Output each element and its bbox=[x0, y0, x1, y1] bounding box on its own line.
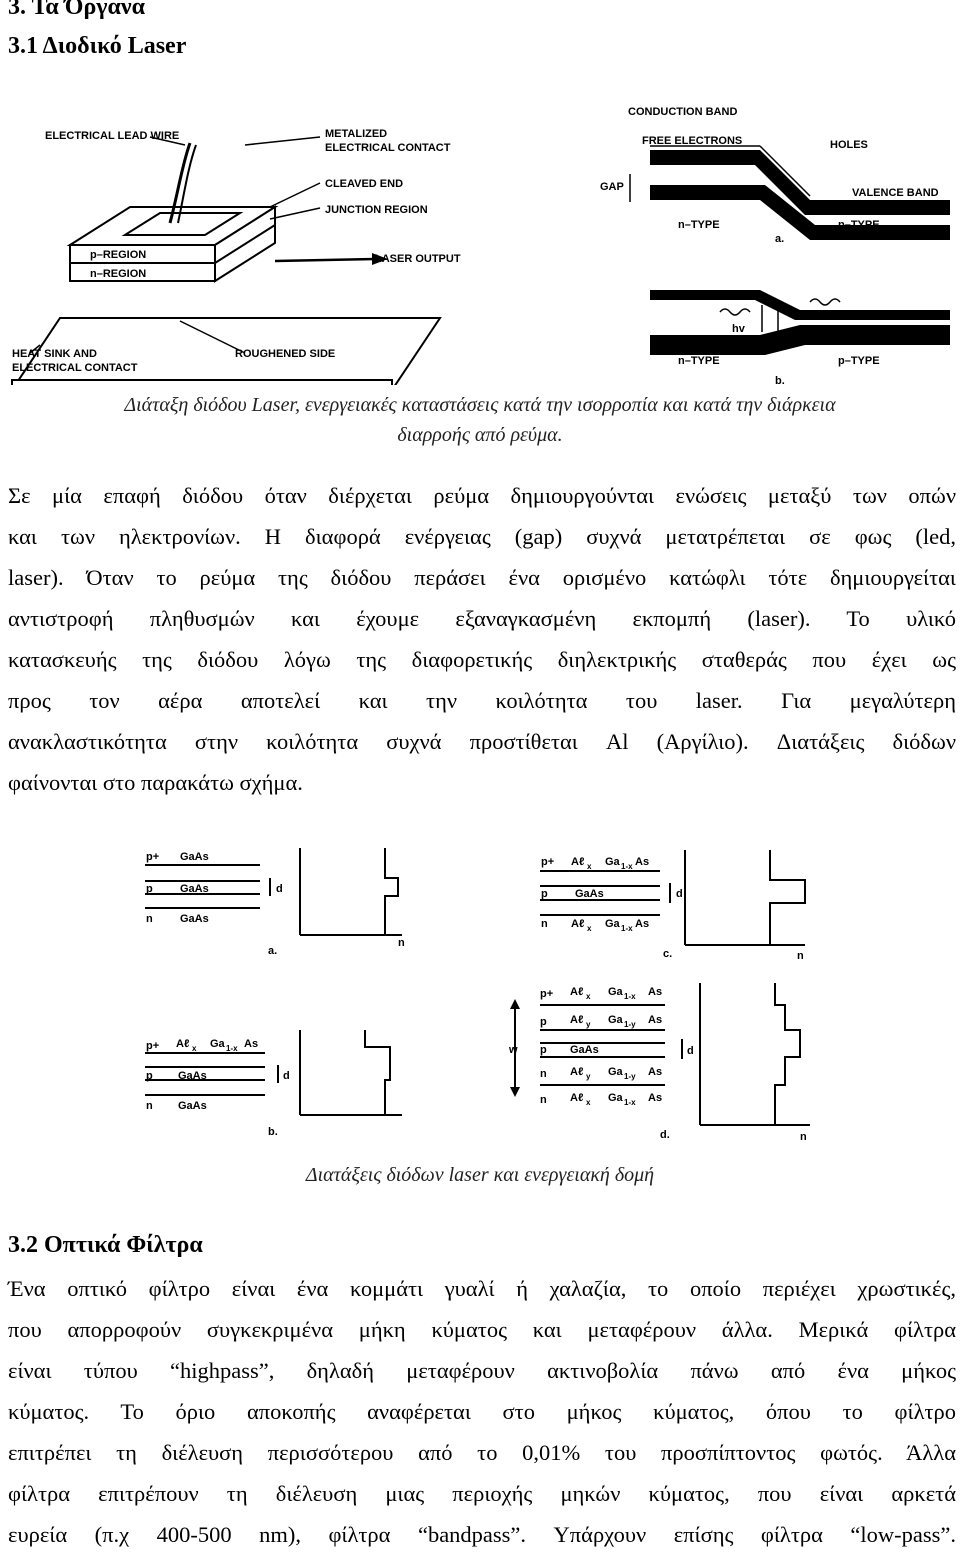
layer-sub2: 1-x bbox=[624, 1098, 636, 1107]
subsection-heading: 3.1 Διοδικό Laser bbox=[8, 33, 187, 59]
figure2-caption: Διατάξεις διόδων laser και ενεργειακή δομή bbox=[305, 1164, 655, 1186]
layer-type: p+ bbox=[541, 856, 555, 868]
layer-material: GaAs bbox=[575, 888, 604, 900]
diode-panel-d bbox=[500, 975, 820, 1145]
panel-mark: c. bbox=[663, 948, 673, 960]
layer-sub2: 1-x bbox=[624, 992, 636, 1001]
label-gap: GAP bbox=[600, 181, 624, 193]
layer-type: p+ bbox=[146, 851, 160, 863]
band-energy-diagram bbox=[600, 100, 956, 390]
label-electrical-contact: ELECTRICAL CONTACT bbox=[325, 142, 451, 154]
d-label: d bbox=[283, 1070, 290, 1082]
diode-panel-c bbox=[535, 845, 815, 965]
layer-sub1: x bbox=[586, 1098, 591, 1107]
layer-type: p bbox=[146, 883, 153, 895]
layer-type: p bbox=[540, 1016, 547, 1028]
layer-material: Aℓ bbox=[570, 986, 584, 998]
layer-material: GaAs bbox=[570, 1044, 599, 1056]
paragraph-line: Ένα οπτικό φίλτρο είναι ένα κομμάτι γυαλί ή χαλαζία, το οποίο περιέχει χρωστικές, bbox=[8, 1276, 956, 1301]
layer-type: p bbox=[540, 1044, 547, 1056]
layer-material3: As bbox=[635, 856, 650, 868]
section2-heading: 3.2 Οπτικά Φίλτρα bbox=[8, 1232, 203, 1258]
layer-sub1: x bbox=[587, 862, 592, 871]
label-junction-region: JUNCTION REGION bbox=[325, 204, 428, 216]
layer-material: Aℓ bbox=[570, 1092, 584, 1104]
layer-material: Aℓ bbox=[570, 1066, 584, 1078]
layer-material3: As bbox=[635, 918, 650, 930]
layer-material: GaAs bbox=[178, 1070, 207, 1082]
label-cleaved-end: CLEAVED END bbox=[325, 178, 404, 190]
w-label: w bbox=[509, 1044, 518, 1056]
paragraph-line: και των ηλεκτρονίων. Η διαφορά ενέργειας (gap) συχνά μετατρέπεται σε φως (led, bbox=[8, 524, 956, 549]
layer-material3: As bbox=[648, 1014, 663, 1026]
layer-type: n bbox=[541, 918, 548, 930]
paragraph-1 bbox=[8, 475, 956, 803]
layer-sub1: x bbox=[587, 924, 592, 933]
label-free-electrons: FREE ELECTRONS bbox=[642, 135, 743, 147]
layer-material: GaAs bbox=[180, 883, 209, 895]
d-label: d bbox=[676, 888, 683, 900]
layer-material2: Ga bbox=[605, 918, 620, 930]
layer-type: p bbox=[146, 1070, 153, 1082]
layer-type: n bbox=[146, 1100, 153, 1112]
paragraph-line: προς τον αέρα αποτελεί και την κοιλότητα του laser. Για μεγαλύτερη bbox=[8, 688, 956, 713]
laser-diode-structure-diagram bbox=[0, 95, 480, 385]
layer-sub2: 1-x bbox=[226, 1044, 238, 1053]
label-heat-sink-contact: ELECTRICAL CONTACT bbox=[12, 362, 138, 374]
layer-material2: Ga bbox=[608, 986, 623, 998]
diode-panel-a bbox=[140, 840, 420, 960]
paragraph-line: αντιστροφή πληθυσμών και έχουμε εξαναγκασμένη εκπομπή (laser). Το υλικό bbox=[8, 606, 956, 631]
paragraph-line: που απορροφούν συγκεκριμένα μήκη κύματος και μεταφέρουν άλλα. Μερικά φίλτρα bbox=[8, 1317, 956, 1342]
layer-material: GaAs bbox=[180, 851, 209, 863]
paragraph-line: είναι τύπου “highpass”, δηλαδή μεταφέρουν ακτινοβολία πάνω από ένα μήκος bbox=[8, 1358, 956, 1383]
label-valence-band: VALENCE BAND bbox=[852, 187, 939, 199]
label-n-type-b: n–TYPE bbox=[678, 355, 720, 367]
layer-sub2: 1-y bbox=[624, 1072, 636, 1081]
layer-sub1: y bbox=[586, 1072, 591, 1081]
paragraph-line: επιτρέπει τη διέλευση περισσότερου από το 0,01% του προσπίπτοντος φωτός. Άλλα bbox=[8, 1440, 956, 1465]
layer-material2: Ga bbox=[608, 1066, 623, 1078]
label-n-type-a: n–TYPE bbox=[678, 219, 720, 231]
label-hv-left: hv bbox=[732, 323, 745, 335]
label-p-type-a: p–TYPE bbox=[838, 219, 880, 231]
layer-material3: As bbox=[648, 1066, 663, 1078]
figure1-caption-line1: Διάταξη διόδου Laser, ενεργειακές καταστάσεις κατά την ισορροπία και κατά την διάρκεια bbox=[124, 394, 836, 416]
panel-mark: b. bbox=[268, 1126, 278, 1138]
paragraph-line: φαίνονται στο παρακάτω σχήμα. bbox=[8, 770, 303, 795]
layer-material2: Ga bbox=[608, 1092, 623, 1104]
label-mark-b: b. bbox=[775, 375, 785, 387]
layer-type: n bbox=[146, 913, 153, 925]
paragraph-line: laser). Όταν το ρεύμα της διόδου περάσει ένα ορισμένο κατώφλι τότε δημιουργείται bbox=[8, 565, 956, 590]
layer-material3: As bbox=[244, 1038, 259, 1050]
layer-sub1: y bbox=[586, 1020, 591, 1029]
paragraph-line: κατασκευής της διόδου λόγω της διαφορετικής διηλεκτρικής σταθεράς που έχει ως bbox=[8, 647, 956, 672]
layer-type: p bbox=[541, 888, 548, 900]
label-p-region: p–REGION bbox=[90, 249, 147, 261]
layer-type: n bbox=[540, 1094, 547, 1106]
layer-material: Aℓ bbox=[571, 918, 585, 930]
layer-material: Aℓ bbox=[571, 856, 585, 868]
layer-material: GaAs bbox=[180, 913, 209, 925]
paragraph-2 bbox=[8, 1268, 956, 1555]
layer-material2: Ga bbox=[608, 1014, 623, 1026]
label-lead-wire: ELECTRICAL LEAD WIRE bbox=[45, 130, 180, 142]
label-p-type-b: p–TYPE bbox=[838, 355, 880, 367]
panel-mark: a. bbox=[268, 945, 278, 957]
layer-sub1: x bbox=[192, 1044, 197, 1053]
diode-panel-b bbox=[140, 1025, 420, 1140]
label-holes-b: HOLES bbox=[862, 325, 900, 337]
layer-material: Aℓ bbox=[570, 1014, 584, 1026]
section-heading: 3. Τα Όργανα bbox=[8, 0, 146, 20]
layer-material3: As bbox=[648, 1092, 663, 1104]
paragraph-line: κύματος. Το όριο αποκοπής αναφέρεται στο μήκος κύματος, όπου το φίλτρο bbox=[8, 1399, 956, 1424]
label-n-region: n–REGION bbox=[90, 268, 147, 280]
layer-type: p+ bbox=[540, 988, 554, 1000]
layer-material2: Ga bbox=[210, 1038, 225, 1050]
n-axis-label: n bbox=[797, 950, 804, 962]
label-holes-a: HOLES bbox=[830, 139, 868, 151]
label-roughened-side: ROUGHENED SIDE bbox=[235, 348, 336, 360]
paragraph-line: ανακλαστικότητα στην κοιλότητα συχνά προστίθεται Al (Αργίλιο). Διατάξεις διόδων bbox=[8, 729, 956, 754]
paragraph-line: ευρεία (π.χ 400-500 nm), φίλτρα “bandpass”. Υπάρχουν επίσης φίλτρα “low-pass”. bbox=[8, 1522, 956, 1547]
label-conduction-band: CONDUCTION BAND bbox=[628, 106, 738, 118]
layer-type: p+ bbox=[146, 1040, 160, 1052]
n-axis-label: n bbox=[800, 1131, 807, 1143]
paragraph-line: φίλτρα επιτρέπουν τη διέλευση μιας περιοχής μηκών κύματος, που είναι αρκετά bbox=[8, 1481, 956, 1506]
layer-sub1: x bbox=[586, 992, 591, 1001]
layer-material3: As bbox=[648, 986, 663, 998]
d-label: d bbox=[276, 883, 283, 895]
layer-sub2: 1-y bbox=[624, 1020, 636, 1029]
n-axis-label: n bbox=[398, 937, 405, 949]
label-mark-a: a. bbox=[775, 233, 785, 245]
layer-material: Aℓ bbox=[176, 1038, 190, 1050]
layer-sub2: 1-x bbox=[621, 862, 633, 871]
panel-mark: d. bbox=[660, 1129, 670, 1141]
layer-material: GaAs bbox=[178, 1100, 207, 1112]
label-metalized: METALIZED bbox=[325, 128, 388, 140]
d-label: d bbox=[687, 1045, 694, 1057]
label-hv-right: hv bbox=[810, 309, 823, 321]
figure1-caption-line2: διαρροής από ρεύμα. bbox=[397, 424, 563, 446]
layer-type: n bbox=[540, 1068, 547, 1080]
layer-material2: Ga bbox=[605, 856, 620, 868]
paragraph-line: Σε μία επαφή διόδου όταν διέρχεται ρεύμα δημιουργούνται ενώσεις μεταξύ των οπών bbox=[8, 483, 956, 508]
label-laser-output: LASER OUTPUT bbox=[375, 253, 461, 265]
layer-sub2: 1-x bbox=[621, 924, 633, 933]
label-heat-sink: HEAT SINK AND bbox=[12, 348, 97, 360]
